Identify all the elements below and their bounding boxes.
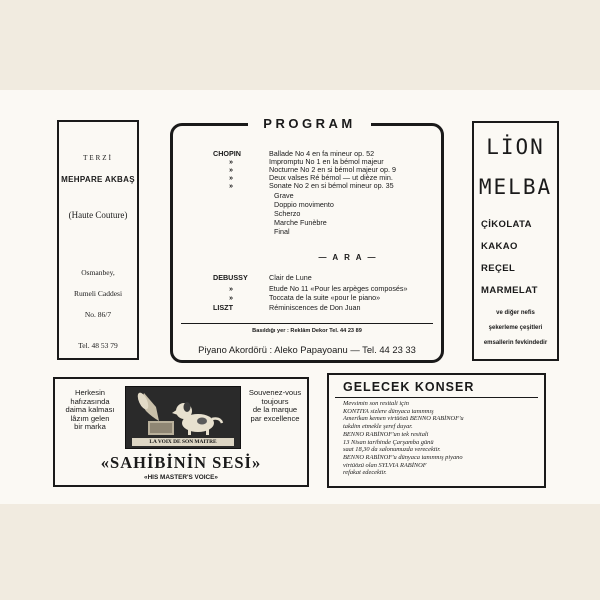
slogan-line: Herkesin: [75, 388, 105, 397]
piano-tuner: Piyano Akordörü : Aleko Papayoanu — Tel. 44 23 33: [198, 344, 416, 355]
slogan-line: par excellence: [250, 413, 300, 423]
announcement-line: Mevsimin son resitali için: [343, 400, 409, 407]
tagline-line: ve diğer nefis: [496, 310, 535, 316]
tailor-title: TERZİ: [83, 154, 113, 162]
announcement-line: refakat edecektir.: [343, 469, 387, 477]
composer-chopin: CHOPIN: [213, 149, 241, 158]
announcement-line: 13 Nisan tarihinde Çarşamba günü: [343, 438, 434, 446]
ditto-mark: »: [229, 293, 233, 302]
next-concert-box: [327, 373, 546, 488]
next-concert-text: [343, 400, 543, 477]
ditto-mark: »: [229, 181, 233, 190]
announcement-line: virtüözü olan SYLVIA RABİNOF: [343, 461, 427, 469]
product-item: REÇEL: [481, 263, 516, 274]
sonata-movement: Scherzo: [274, 209, 301, 218]
announcement-line: BENNO RABİNOF'un tek resitali: [343, 430, 429, 438]
slogan-line: toujours: [261, 396, 289, 406]
ditto-mark: »: [229, 157, 233, 166]
ditto-mark: »: [229, 165, 233, 174]
tailor-ad: [57, 120, 139, 360]
program-work: Clair de Lune: [269, 273, 312, 282]
program-work: Nocturne No 2 en si bémol majeur op. 9: [269, 165, 397, 174]
product-item: ÇİKOLATA: [481, 219, 532, 230]
intermission: — A R A —: [318, 253, 378, 262]
slogan-line: Souvenez-vous: [248, 388, 302, 397]
product-item: KAKAO: [481, 241, 518, 252]
announcement-line: saat 18,30 da salonumuzda verecektir.: [343, 446, 441, 454]
composer-debussy: DEBUSSY: [213, 273, 248, 282]
hmv-slogan-turkish: [57, 389, 123, 432]
chocolate-ad: [472, 121, 559, 361]
sonata-movement: Final: [274, 227, 290, 236]
tailor-address-2: Rumeli Caddesi: [73, 289, 123, 298]
announcement-line: Amerikan kemen virtüözü BENNO RABİNOF'u: [343, 415, 464, 423]
tailor-name: MEHPARE AKBAŞ: [61, 175, 135, 184]
hmv-english-name: «HIS MASTER'S VOICE»: [144, 474, 218, 481]
tailor-address-3: No. 86/7: [84, 310, 112, 319]
hmv-slogan-french: [241, 389, 309, 423]
hmv-brand-name: «SAHİBİNİN SESİ»: [100, 453, 262, 472]
next-concert-title: GELECEK KONSER: [343, 380, 475, 394]
sonata-movement: Marche Funèbre: [274, 218, 327, 227]
program-work: Deux valses Ré bémol — ut dièze min.: [269, 173, 393, 182]
slogan-line: daima kalması: [65, 405, 115, 415]
announcement-line: takdim etmekle şeref duyar.: [343, 423, 413, 431]
slogan-line: lâzım gelen: [70, 413, 110, 423]
slogan-line: bir marka: [74, 422, 106, 432]
program-work: Etude No 11 «Pour les arpèges composés»: [269, 284, 408, 293]
announcement-line: BENNO RABİNOF'u dünyaca tanınmış piyano: [343, 453, 463, 461]
tailor-phone: Tel. 48 53 79: [78, 341, 118, 350]
product-item: MARMELAT: [481, 285, 538, 296]
printer-credits: Basıldığı yer : Reklâm Dekor Tel. 44 23 89: [252, 328, 362, 334]
program-work: Sonate No 2 en si bémol mineur op. 35: [269, 181, 394, 190]
divider: [181, 323, 433, 324]
tailor-subtitle: (Haute Couture): [68, 210, 128, 220]
ditto-mark: »: [229, 173, 233, 182]
program-work: Ballade No 4 en fa mineur op. 52: [269, 149, 375, 158]
program-heading: PROGRAM: [248, 116, 371, 131]
brand-name-line1: LİON: [486, 135, 545, 159]
tailor-address-1: Osmanbey,: [81, 268, 115, 277]
program-work: Réminiscences de Don Juan: [269, 303, 361, 312]
tagline-line: emsallerin fevkindedir: [483, 340, 548, 346]
concert-program: [170, 116, 444, 363]
announcement-line: KONTIYA sizlere dünyaca tanınmış: [343, 407, 434, 415]
tagline-line: şekerleme çeşitleri: [488, 325, 543, 331]
sonata-movement: Grave: [274, 191, 294, 200]
slogan-line: hafızasında: [70, 396, 110, 406]
divider: [335, 397, 538, 398]
program-work: Toccata de la suite «pour le piano»: [269, 293, 381, 302]
composer-liszt: LISZT: [213, 303, 233, 312]
program-work: Impromptu No 1 en la bémol majeur: [269, 157, 384, 166]
nipper-gramophone-logo: [125, 386, 241, 449]
emblem-caption: LA VOIX DE SON MAITRE: [132, 438, 234, 446]
hmv-ad: [53, 377, 309, 487]
slogan-line: de la marque: [252, 405, 298, 415]
ditto-mark: »: [229, 284, 233, 293]
sonata-movement: Doppio movimento: [274, 200, 334, 209]
brand-name-line2: MELBA: [478, 175, 553, 199]
chocolate-tagline: [474, 306, 557, 351]
